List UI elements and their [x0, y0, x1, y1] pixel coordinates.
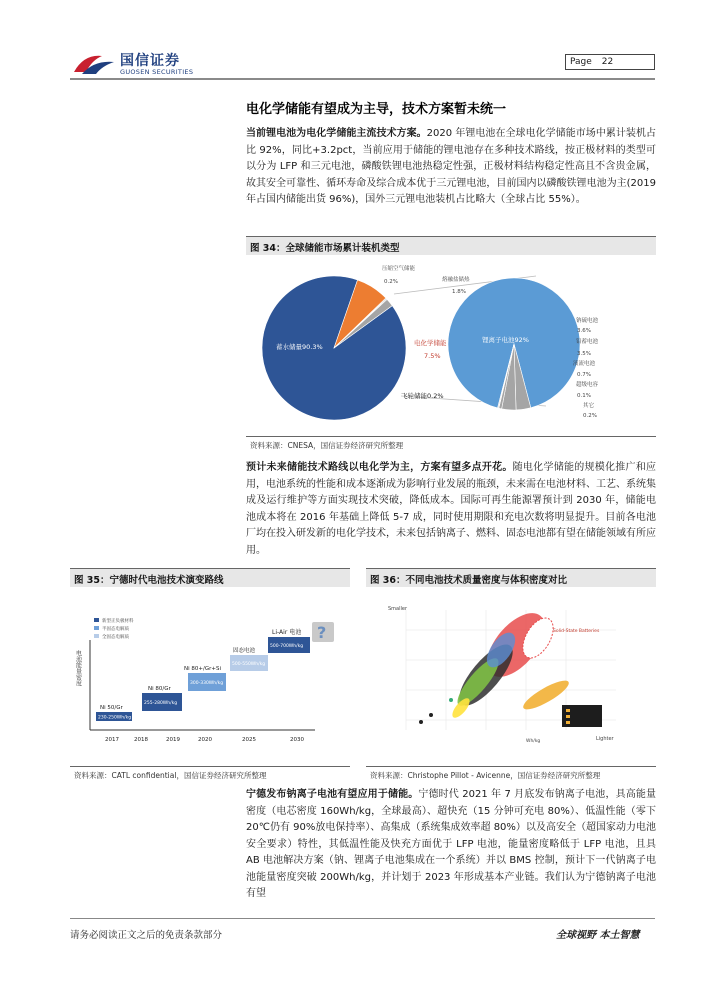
subpie-label-other-name: 其它 [583, 403, 595, 409]
density-legend-swatch-3 [566, 721, 570, 724]
roadmap-step-4-name: 固态电池 [233, 648, 256, 654]
page-indicator [565, 54, 655, 70]
paragraph-body: 2020 年锂电池在全球电化学储能市场中累计装机占比 92%，同比+3.2pct，当前应用于储能的锂电池存在多种技术路线，按正极材料的类型可以分为 LFP 和三元电池，磷酸铁锂电池热稳定性强，正极材料结构稳定性高且不含贵金属，故其安全可靠性、循环寿命及综合成本优于三元锂电池，目前国内以磷酸铁锂电池为主(2019 年占国内储能出货 96%)，国外三元锂电池装机占比略大（全球占比 55%）。 [246, 128, 656, 205]
figure-34-source: 资料来源：CNESA，国信证券经济研究所整理 [250, 441, 404, 450]
figure-35-roadmap-chart [70, 600, 350, 760]
subpie-label-lead-value: 3.5% [577, 351, 591, 357]
data-point-2 [429, 713, 433, 717]
page-label: Page [570, 57, 592, 67]
pie-label-moltensalt-name: 熔融盐储热 [442, 277, 470, 283]
paragraph-sodium-ion [246, 787, 656, 903]
paragraph-lead: 预计未来储能技术路线以电化学为主，方案有望多点开花。 [246, 462, 513, 473]
pie-label-pumped: 蓄水储量90.3% [276, 343, 323, 351]
roadmap-x-tick-2020: 2020 [198, 737, 212, 743]
figure-36-scatter-chart [366, 590, 656, 762]
roadmap-step-3-range: 300-330Wh/kg [190, 681, 224, 686]
figure-36-bottom-rule [366, 766, 656, 767]
subpie-label-nas-name: 钠硫电池 [576, 318, 599, 324]
roadmap-x-tick-2025: 2025 [242, 737, 256, 743]
subpie-label-supercap-name: 超级电容 [576, 382, 599, 388]
pie-label-caes-value: 0.2% [384, 279, 398, 285]
legend-swatch-1 [94, 618, 99, 622]
brand-name-cn: 国信证券 [120, 53, 180, 69]
roadmap-x-tick-2017: 2017 [105, 737, 119, 743]
roadmap-step-5 [268, 628, 310, 653]
subpie-label-liion: 锂离子电池92% [482, 336, 529, 344]
paragraph-outlook [246, 460, 656, 559]
figure-35-bottom-rule [70, 766, 350, 767]
roadmap-step-5-range: 500-700Wh/kg [270, 644, 304, 649]
legend-label-3: 全固态电解质 [102, 635, 129, 640]
roadmap-step-3-name: Ni 80+/Gr+Si [184, 666, 222, 672]
subpie-label-flow-value: 0.7% [577, 372, 591, 378]
footer-slogan: 全球视野 本土智慧 [556, 930, 640, 941]
roadmap-legend [94, 617, 134, 640]
roadmap-step-4-range: 500-550Wh/kg [232, 662, 266, 667]
legend-swatch-3 [94, 634, 99, 638]
paragraph-body: 随电化学储能的规模化推广和应用，电池系统的性能和成本逐渐成为影响行业发展的瓶颈，未来需在电池材料、工艺、系统集成及运行维护等方面实现技术突破，降低成本。国际可再生能源署预计到 2030 年，储能电池成本将在 2016 年基础上降低 5-7 成，同时使用期限和充电次数将明显提升。目前各电池厂均在投入研发新的电化学技术，未来包括钠离子、燃料、固态电池都有望在储能领域有所应用。 [246, 462, 657, 556]
roadmap-x-tick-2018: 2018 [134, 737, 148, 743]
density-legend-swatch-2 [566, 715, 570, 718]
figure-34-bottom-rule [246, 436, 656, 437]
page-number: 22 [601, 57, 614, 67]
subpie-label-flow-name: 液流电池 [573, 361, 596, 367]
section-title: 电化学储能有望成为主导，技术方案暂未统一 [246, 102, 507, 117]
guosen-logo-icon [72, 50, 116, 76]
figure-36-title: 图 36：不同电池技术质量密度与体积密度对比 [370, 575, 568, 586]
pie-label-flywheel: 飞轮储能0.2% [401, 392, 444, 400]
figure-36-source: 资料来源：Christophe Pillot - Avicenne，国信证券经济研究所整理 [370, 771, 601, 780]
roadmap-x-tick-2030: 2030 [290, 737, 304, 743]
roadmap-x-tick-2019: 2019 [166, 737, 180, 743]
subpie-label-nas-value: 3.6% [577, 328, 591, 334]
roadmap-step-1-range: 230-250Wh/kg [98, 715, 132, 721]
roadmap-step-1 [96, 705, 132, 721]
pie-label-electro-value: 7.5% [424, 352, 441, 360]
pie-label-electro-name: 电化学储能 [414, 339, 447, 347]
figure-35-source: 资料来源：CATL confidential，国信证券经济研究所整理 [74, 771, 267, 780]
subpie-label-other-value: 0.2% [583, 413, 597, 419]
paragraph-lead: 当前锂电池为电化学储能主流技术方案。 [246, 128, 427, 139]
pie-label-caes-name: 压缩空气储能 [382, 266, 416, 272]
footer-divider [70, 918, 655, 919]
roadmap-step-1-name: Ni 50/Gr [100, 705, 123, 711]
figure-34-pie-chart [246, 256, 656, 436]
subpie-label-supercap-value: 0.1% [577, 393, 591, 399]
subpie-label-lead-name: 铅蓄电池 [576, 339, 599, 345]
solid-state-annotation: Solid-State Batteries [553, 629, 600, 634]
header-divider [70, 78, 655, 80]
pie-label-moltensalt-value: 1.8% [452, 289, 466, 295]
paragraph-body: 宁德时代 2021 年 7 月底发布钠离子电池，具高能量密度（电芯密度 160Wh/kg，全球最高）、超快充（15 分钟可充电 80%）、低温性能（零下 20℃仍有 90%放电保持率）、高集成（系统集成效率超 80%）以及高安全（超国家动力电池安全要求）特性，其低温性能及快充方面优于 LFP 电池，能量密度略低于 LFP 电池，且具 AB 电池解决方案（钠、锂离子电池集成在一个系统）并以 BMS 控制，预计下一代钠离子电池能量密度突破 200Wh/kg，并计划于 2023 年形成基本产业链。我们认为宁德钠离子电池有望 [246, 789, 657, 899]
brand-name-en: GUOSEN SECURITIES [120, 68, 194, 76]
roadmap-step-2-range: 255-280Wh/kg [144, 701, 178, 706]
roadmap-step-4 [230, 646, 268, 671]
legend-label-1: 新型正负极材料 [102, 619, 134, 624]
roadmap-step-3 [184, 666, 226, 691]
paragraph-lead: 宁德发布钠离子电池有望应用于储能。 [246, 789, 419, 800]
paragraph-lithium [246, 126, 656, 209]
roadmap-step-2-name: Ni 80/Gr [148, 686, 171, 692]
density-legend-swatch-1 [566, 709, 570, 712]
density-y-label: Smaller [388, 606, 408, 612]
figure-35-title: 图 35：宁德时代电池技术演变路线 [74, 575, 224, 586]
footer-disclaimer[interactable]: 请务必阅读正文之后的免责条款部分 [70, 930, 223, 941]
density-corner-label: Lighter [596, 736, 614, 742]
figure-34-title: 图 34：全球储能市场累计装机类型 [250, 243, 400, 254]
sub-pie [448, 278, 580, 410]
density-x-label: Wh/kg [526, 739, 541, 744]
roadmap-question-mark: ? [317, 623, 327, 642]
legend-label-2: 半固态电解质 [102, 627, 129, 632]
roadmap-y-label: 电池能量密度 [74, 650, 82, 686]
legend-swatch-2 [94, 626, 99, 630]
roadmap-step-2 [142, 686, 182, 711]
data-point-1 [419, 720, 423, 724]
data-point-3 [449, 698, 453, 702]
roadmap-step-5-name: Li-Air 电池 [272, 629, 302, 636]
